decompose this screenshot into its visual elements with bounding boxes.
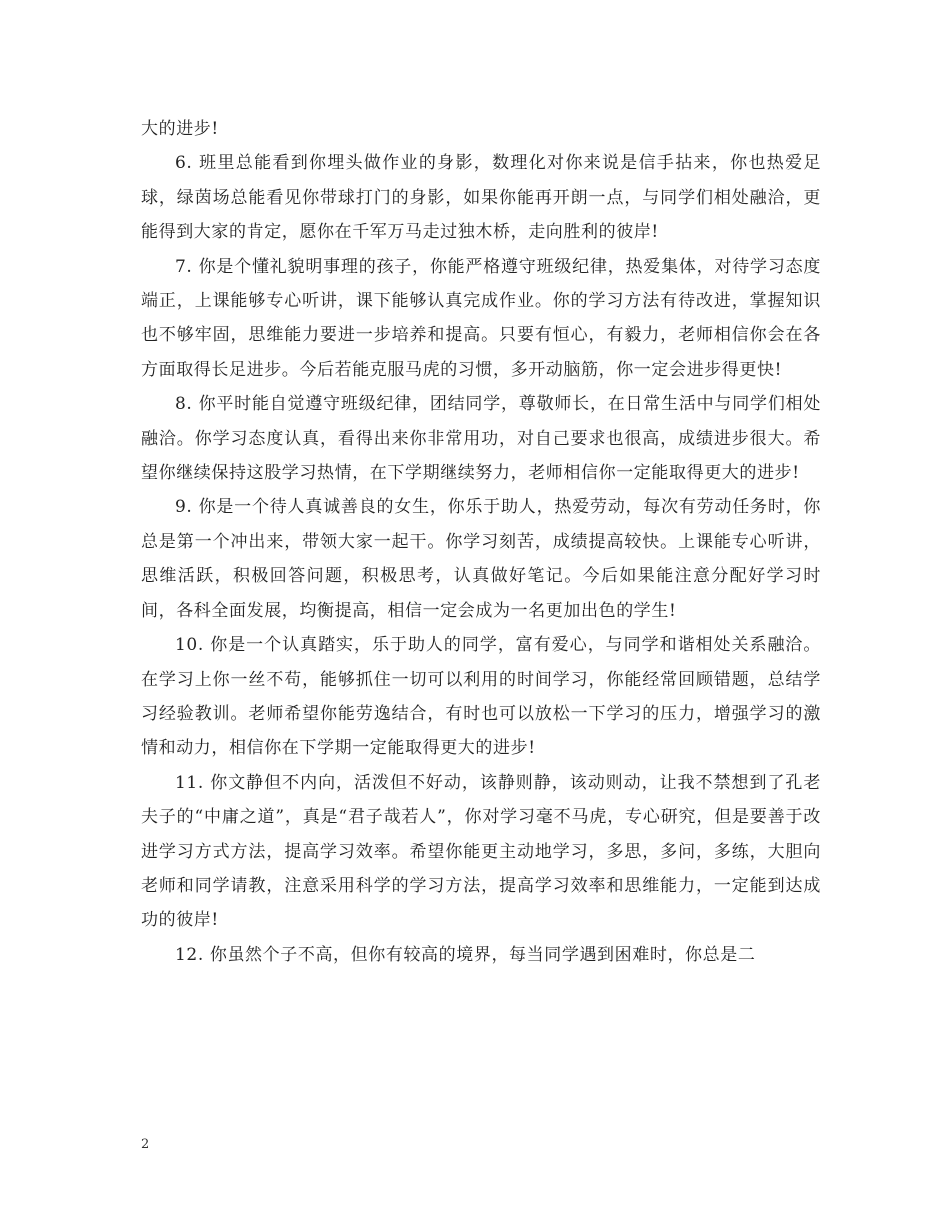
page-number: 2 xyxy=(141,1137,150,1152)
paragraph-10: 10. 你是一个认真踏实，乐于助人的同学，富有爱心，与同学和谐相处关系融洽。在学习上你一丝不苟，能够抓住一切可以利用的时间学习，你能经常回顾错题，总结学习经验教训。老师希望你能劳逸结合，有时也可以放松一下学习的压力，增强学习的激情和动力，相信你在下学期一定能取得更大的进步! xyxy=(141,635,821,759)
paragraph-9: 9. 你是一个待人真诚善良的女生，你乐于助人，热爱劳动，每次有劳动任务时，你总是第一个冲出来，带领大家一起干。你学习刻苦，成绩提高较快。上课能专心听讲，思维活跃，积极回答问题，积极思考，认真做好笔记。今后如果能注意分配好学习时间，各科全面发展，均衡提高，相信一定会成为一名更加出色的学生! xyxy=(141,497,821,621)
paragraph-12: 12. 你虽然个子不高，但你有较高的境界，每当同学遇到困难时，你总是二 xyxy=(175,944,756,965)
paragraph-8: 8. 你平时能自觉遵守班级纪律，团结同学，尊敬师长，在日常生活中与同学们相处融洽。你学习态度认真，看得出来你非常用功，对自己要求也很高，成绩进步很大。希望你继续保持这股学习热情，在下学期继续努力，老师相信你一定能取得更大的进步! xyxy=(141,394,821,484)
paragraph-11: 11. 你文静但不内向，活泼但不好动，该静则静，该动则动，让我不禁想到了孔老夫子的“中庸之道”，真是“君子哉若人”，你对学习毫不马虎，专心研究，但是要善于改进学习方式方法，提高学习效率。希望你能更主动地学习，多思，多问，多练，大胆向老师和同学请教，注意采用科学的学习方法，提高学习效率和思维能力，一定能到达成功的彼岸! xyxy=(141,772,821,931)
paragraph-7: 7. 你是个懂礼貌明事理的孩子，你能严格遵守班级纪律，热爱集体，对待学习态度端正，上课能够专心听讲，课下能够认真完成作业。你的学习方法有待改进，掌握知识也不够牢固，思维能力要进一步培养和提高。只要有恒心，有毅力，老师相信你会在各方面取得长足进步。今后若能克服马虎的习惯，多开动脑筋，你一定会进步得更快! xyxy=(141,256,821,380)
paragraph-6: 6. 班里总能看到你埋头做作业的身影，数理化对你来说是信手拈来，你也热爱足球，绿茵场总能看见你带球打门的身影，如果你能再开朗一点，与同学们相处融洽，更能得到大家的肯定，愿你在千军万马走过独木桥，走向胜利的彼岸! xyxy=(141,153,821,243)
paragraph-0: 大的进步! xyxy=(141,119,219,139)
document-body xyxy=(141,112,821,972)
